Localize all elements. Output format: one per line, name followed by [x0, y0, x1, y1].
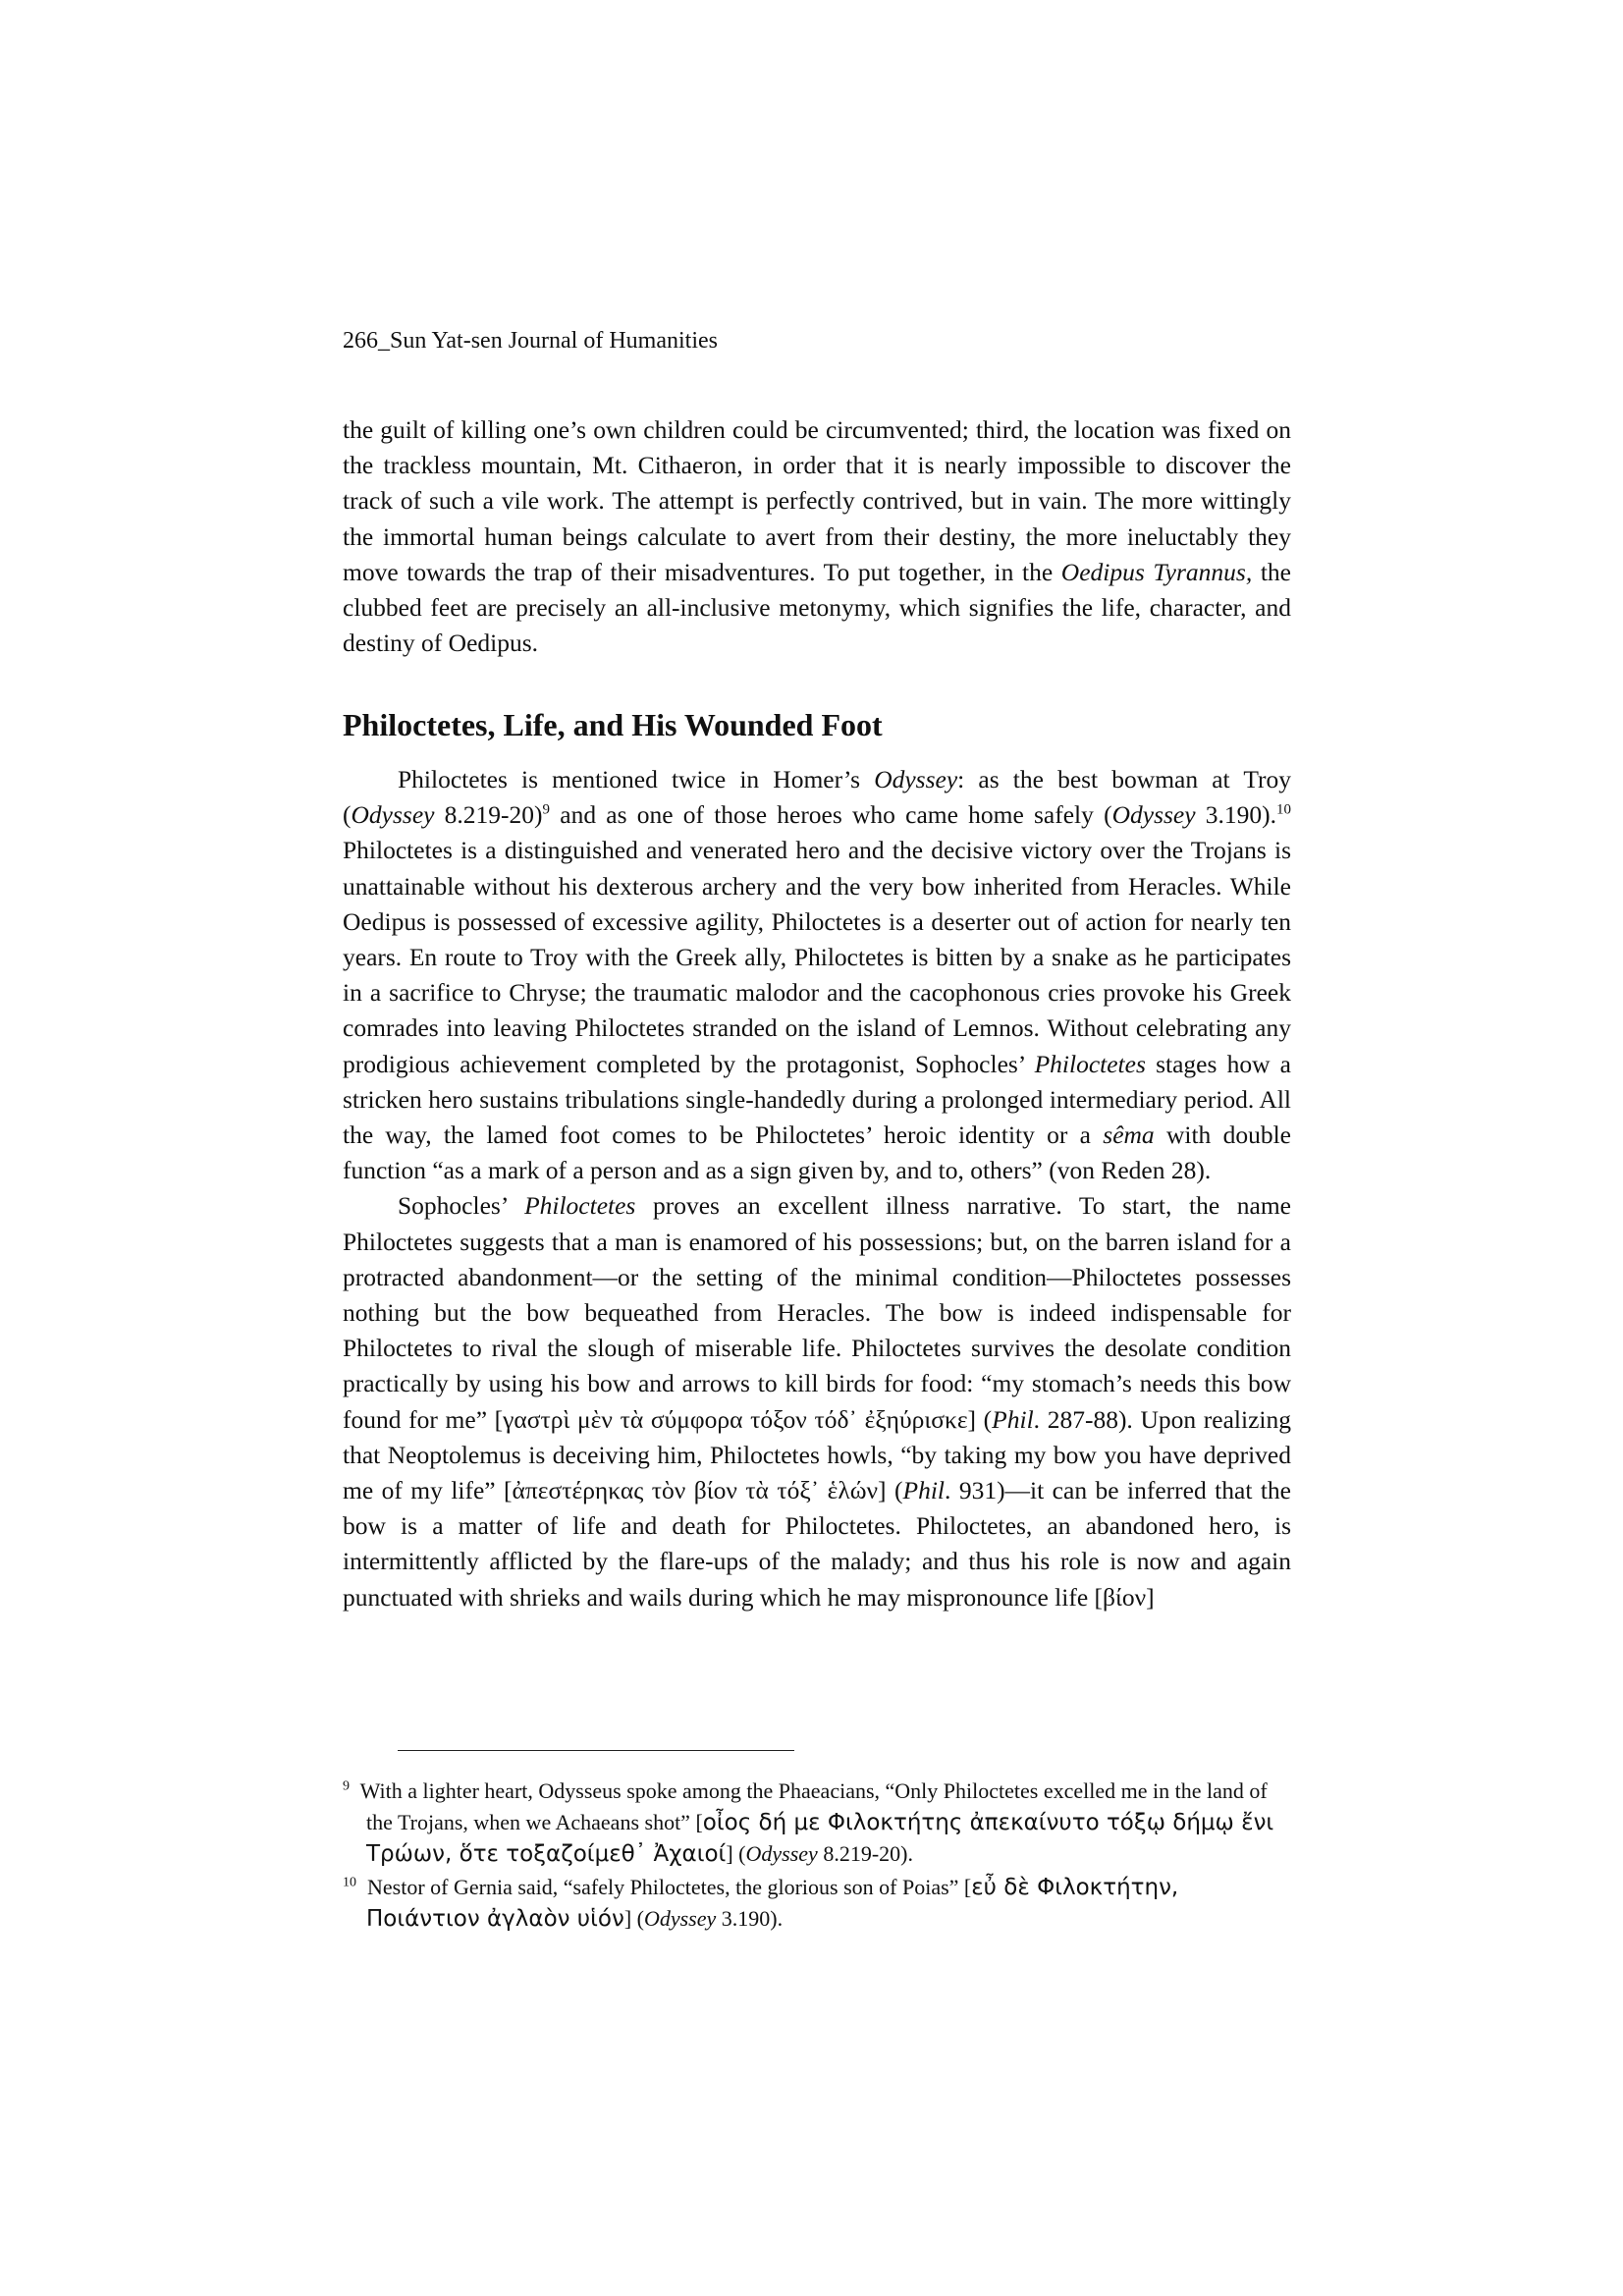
footnote-9: $^9$ With a lighter heart, Odysseus spoke among the Phaeacians, “Only Philoctetes excelled me in the land of the Trojans, when we Achaeans shot” [οἶος δή με Φιλοκτήτης ἀπεκαίνυτο τόξῳ δήμῳ ἔνι Τρώων, ὅτε τοξαζοίμεθ᾽ Ἀχαιοί] (Odyssey 8.219-20).	[343, 1778, 1274, 1867]
footnote-divider	[398, 1750, 794, 1751]
footnotes	[343, 1776, 1291, 1937]
work-title: Oedipus Tyrannus,	[1060, 557, 1253, 586]
section-body	[343, 762, 1291, 1615]
paragraph-1: the guilt of killing one’s own children could be circumvented; third, the location was fixed on the trackless mountain, Mt. Cithaeron, in order that it is nearly impossible to discover the track of such a vile work. The attempt is perfectly contrived, but in vain. The more wittingly the immortal human beings calculate to avert from their destiny, the more ineluctably they move towards the trap of their misadventures. To put together, in the Oedipus Tyrannus, the clubbed feet are precisely an all-inclusive metonymy, which signifies the life, character, and destiny of Oedipus.	[343, 415, 1291, 658]
paragraph-2: Philoctetes is mentioned twice in Homer’s Odyssey: as the best bowman at Troy (Odyssey 8.219-20)$^9$ and as one of those heroes who came home safely (Odyssey 3.190).$^{10}$ Philoctetes is a distinguished and venerated hero and the decisive victory over the Trojans is unattainable without his dexterous archery and the very bow inherited from Heracles. While Oedipus is possessed of excessive agility, Philoctetes is a deserter out of action for nearly ten years. En route to Troy with the Greek ally, Philoctetes is bitten by a snake as he participates in a sacrifice to Chryse; the traumatic malodor and the cacophonous cries provoke his Greek comrades into leaving Philoctetes stranded on the island of Lemnos. Without celebrating any prodigious achievement completed by the protagonist, Sophocles’ Philoctetes stages how a stricken hero sustains tribulations single-handedly during a prolonged intermediary period. All the way, the lamed foot comes to be Philoctetes’ heroic identity or a sêma with double function “as a mark of a person and as a sign given by, and to, others” (von Reden 28).	[343, 765, 1292, 1185]
footnote-10: $^{10}$ Nestor of Gernia said, “safely Philoctetes, the glorious son of Poias” [εὖ δὲ Φιλοκτήτην, Ποιάντιον ἀγλαὸν υἱόν] (Odyssey 3.190).	[343, 1875, 1179, 1932]
footnote-ref-10[interactable]: 10	[1276, 801, 1292, 818]
paragraph-3: Sophocles’ Philoctetes proves an excellent illness narrative. To start, the name Philoctetes suggests that a man is enamored of his possessions; but, on the barren island for a protracted abandonment—or the setting of the minimal condition—Philoctetes possesses nothing but the bow bequeathed from Heracles. The bow is indeed indispensable for Philoctetes to rival the slough of miserable life. Philoctetes survives the desolate condition practically by using his bow and arrows to kill birds for food: “my stomach’s needs this bow found for me” [γαστρὶ μὲν τὰ σύμφορα τόξον τόδ᾽ ἐξηύρισκε] (Phil. 287-88). Upon realizing that Neoptolemus is deceiving him, Philoctetes howls, “by taking my bow you have deprived me of my life” [ἀπεστέρηκας τὸν βίον τὰ τόξ᾽ ἑλών] (Phil. 931)—it can be inferred that the bow is a matter of life and death for Philoctetes. Philoctetes, an abandoned hero, is intermittently afflicted by the flare-ups of the malady; and thus his role is now and again punctuated with shrieks and wails during which he may mispronounce life [βίον]	[343, 1191, 1291, 1612]
section-heading: Philoctetes, Life, and His Wounded Foot	[343, 707, 883, 742]
footnote-ref-9[interactable]: 9	[542, 801, 551, 818]
running-head: 266_Sun Yat-sen Journal of Humanities	[343, 328, 718, 354]
